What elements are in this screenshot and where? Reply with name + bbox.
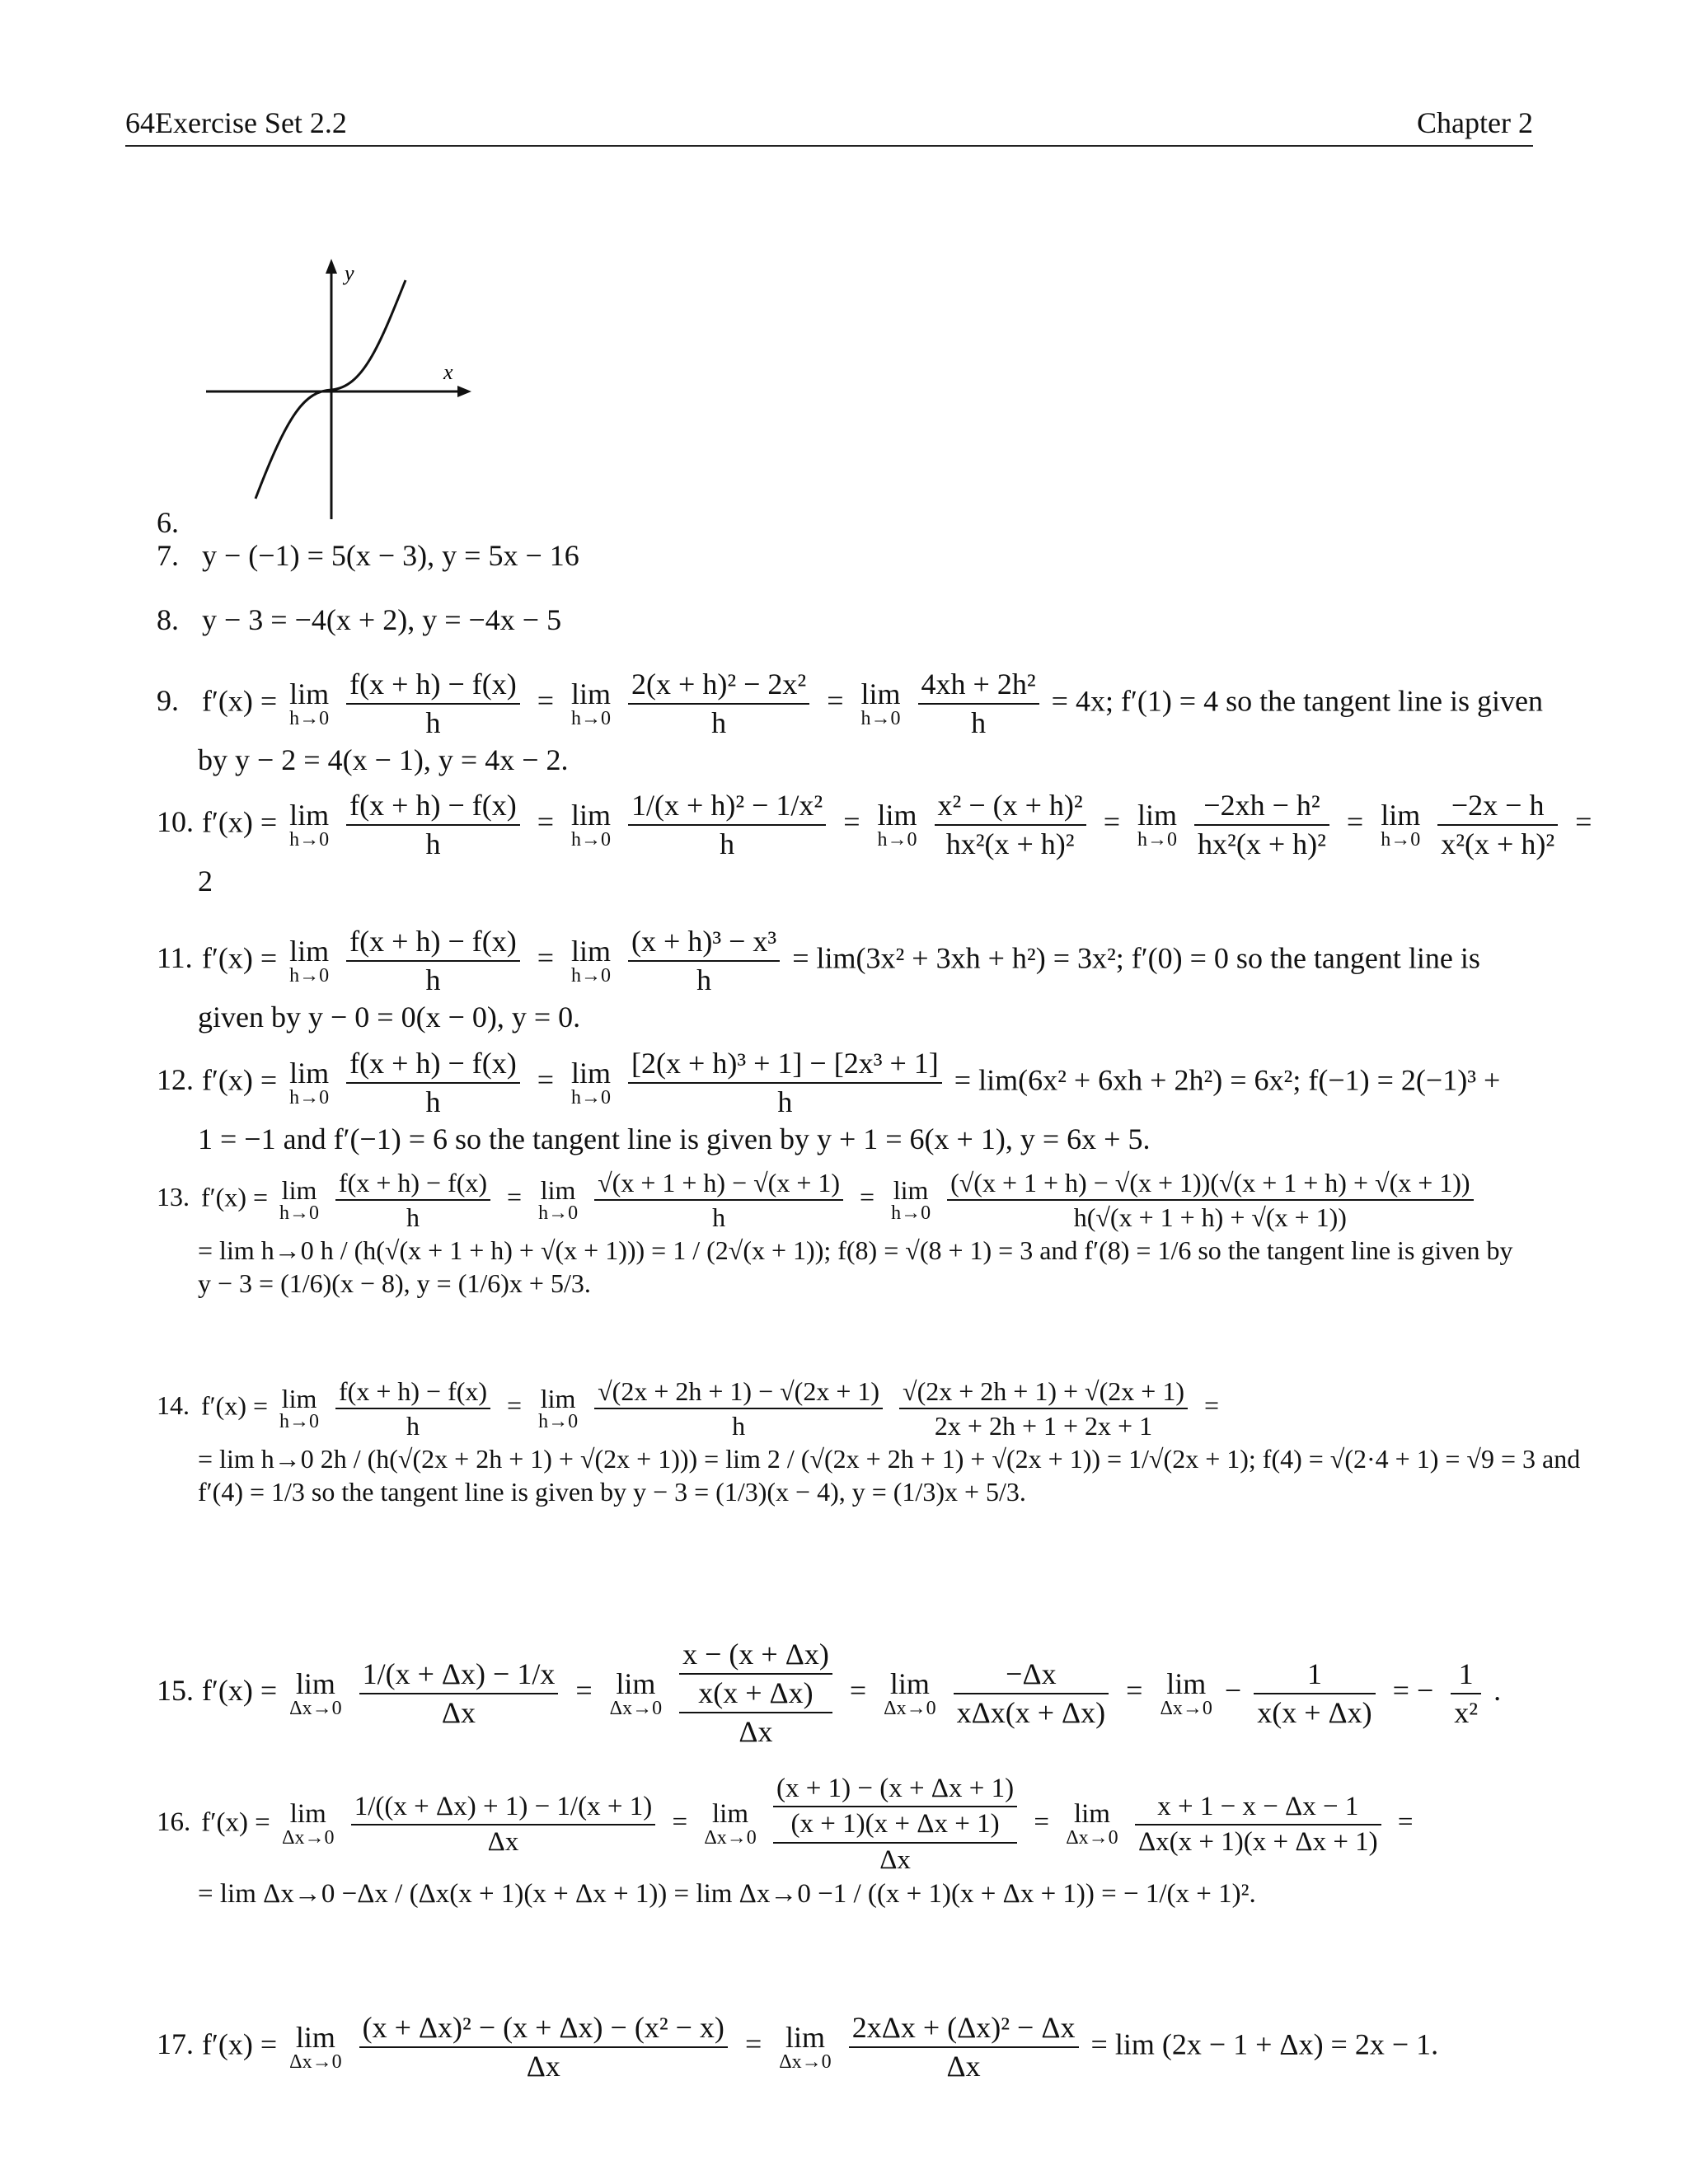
fraction: $\frac{1}{\text{x²}}$ bbox=[1451, 1656, 1481, 1732]
item-text: = lim(6x² + 6xh + 2h²) = 6x²; f(−1) = 2(−1)³ + bbox=[954, 1063, 1501, 1097]
limit: lim h→0 bbox=[538, 1175, 579, 1224]
y-axis-arrow-icon bbox=[326, 259, 337, 274]
fraction: $\frac{\text{(x + h)³ − x³}}{h}$ bbox=[628, 923, 780, 999]
item-number: 17. bbox=[157, 2027, 194, 2061]
lhs: f′(x) = bbox=[202, 805, 278, 839]
lhs: f′(x) = bbox=[201, 1182, 269, 1212]
item-number: 15. bbox=[157, 1673, 194, 1707]
item-12: 12. f′(x) = lim h→0 $\frac{f(x + h) - f(x)}{h}$ = lim h→0 $\frac{\text{[2(x + h)³ + 1] − [2x³ + 1]}}{h}$ = lim(6x² + 6xh + 2h²) = 6x²; f(−1) = 2(−1)³ + 1 = −1 and f′(−1) = 6 so the tangent line is given by y + 1 = 6(x + 1), y = 6x + 5. bbox=[157, 1045, 1533, 1158]
item-16: 16. f′(x) = lim Δx→0 $\frac{1/((x + \Delta x) + 1) - 1/(x + 1)}{\Delta x}$ = lim Δx→0 (x + 1) − (x + Δx + 1) (x + 1)(x + Δx + 1) Δx = lim Δx→0 $\frac{x + 1 - x - \Delta x - 1}{\Delta x(x + 1)(x + \Delta x + 1)}$ = = lim Δx→0 −Δx / (Δx(x + 1)(x + Δx + 1)) = lim Δx→0 −1 / ((x + 1)(x + Δx + 1)) = − 1/(x + 1)². bbox=[157, 1772, 1533, 1911]
item-14: 14. f′(x) = lim h→0 $\frac{f(x + h) - f(x)}{h}$ = lim h→0 $\frac{√(2x + 2h + 1) - √(2x + 1)}{h}$ $\frac{√(2x + 2h + 1) + √(2x + 1)}{2x + 2h + 1 + 2x + 1}$ = = lim h→0 2h / (h(√(2x + 2h + 1) + √(2x + 1))) = lim 2 / (√(2x + 2h + 1) + √(2x + 1)) = 1/√(2x + 1); f(4) = √(2·4 + 1) = √9 = 3 and f′(4) = 1/3 so the tangent line is given by y − 3 = (1/3)(x − 4), y = (1/3)x + 5/3. bbox=[157, 1376, 1581, 1507]
lhs: f′(x) = bbox=[202, 2027, 278, 2061]
item-11: 11. f′(x) = lim h→0 $\frac{f(x + h) - f(x)}{h}$ = lim h→0 $\frac{\text{(x + h)³ − x³}}{h}$ = lim(3x² + 3xh + h²) = 3x²; f′(0) = 0 so the tangent line is given by y − 0 = 0(x − 0), y = 0. bbox=[157, 923, 1533, 1036]
item-number: 16. bbox=[157, 1807, 191, 1838]
limit: lim Δx→0 bbox=[289, 2021, 342, 2073]
limit: lim h→0 bbox=[860, 677, 901, 729]
fraction: $\frac{√(x + 1 + h) - √(x + 1)}{h}$ bbox=[594, 1166, 843, 1234]
fraction: $\frac{\text{[2(x + h)³ + 1] − [2x³ + 1]}}{h}$ bbox=[628, 1045, 942, 1121]
item-continuation: = lim h→0 h / (h(√(x + 1 + h) + √(x + 1))) = 1 / (2√(x + 1)); f(8) = √(8 + 1) = 3 and f′(8) = 1/6 so the tangent line is given by bbox=[198, 1235, 1513, 1265]
item-continuation: = lim Δx→0 −Δx / (Δx(x + 1)(x + Δx + 1)) = lim Δx→0 −1 / ((x + 1)(x + Δx + 1)) = − 1/(x + 1)². bbox=[198, 1878, 1256, 1909]
fraction: $\frac{\text{1/(x + h)² − 1/x²}}{h}$ bbox=[628, 787, 826, 863]
fraction: $\frac{f(x + h) - f(x)}{h}$ bbox=[346, 1045, 520, 1121]
fraction: $\frac{f(x + h) - f(x)}{h}$ bbox=[346, 666, 520, 742]
fraction: $\frac{√(2x + 2h + 1) - √(2x + 1)}{h}$ bbox=[594, 1375, 883, 1442]
fraction: $\frac{\text{2(x + h)² − 2x²}}{h}$ bbox=[628, 666, 809, 742]
limit: lim h→0 bbox=[289, 1057, 330, 1108]
item-number: 6. bbox=[157, 506, 179, 539]
fraction: $\frac{-\Delta x}{\text{xΔx(x + Δx)}}$ bbox=[954, 1656, 1109, 1732]
fraction: $\frac{\text{−2xh − h²}}{\text{hx²(x + h)²}}$ bbox=[1194, 787, 1329, 863]
limit: lim Δx→0 bbox=[289, 1666, 342, 1719]
lhs: f′(x) = bbox=[202, 1063, 278, 1097]
item-continuation: 2 bbox=[198, 865, 213, 898]
fraction: $\frac{1/((x + \Delta x) + 1) - 1/(x + 1)}{\Delta x}$ bbox=[351, 1790, 655, 1860]
lhs: f′(x) = bbox=[202, 941, 278, 975]
header-left: 64Exercise Set 2.2 bbox=[125, 106, 347, 139]
limit: lim h→0 bbox=[571, 799, 612, 851]
item-number: 14. bbox=[157, 1390, 190, 1421]
limit: lim h→0 bbox=[1381, 799, 1421, 851]
limit: lim h→0 bbox=[571, 677, 612, 729]
page-header bbox=[125, 105, 1533, 147]
lhs: f′(x) = bbox=[201, 1807, 270, 1838]
item-text: = lim(3x² + 3xh + h²) = 3x²; f′(0) = 0 so the tangent line is bbox=[792, 941, 1480, 975]
item-8 bbox=[157, 602, 1533, 639]
limit: lim h→0 bbox=[538, 1384, 579, 1432]
limit: lim Δx→0 bbox=[779, 2021, 832, 2073]
item-text: y − 3 = −4(x + 2), y = −4x − 5 bbox=[202, 603, 562, 636]
fraction: $\frac{\text{4xh + 2h²}}{h}$ bbox=[918, 666, 1039, 742]
fraction: $\frac{\text{(x + Δx)² − (x + Δx) − (x² − x)}}{\Delta x}$ bbox=[359, 2009, 728, 2085]
item-10: 10. f′(x) = lim h→0 $\frac{f(x + h) - f(x)}{h}$ = lim h→0 $\frac{\text{1/(x + h)² − 1/x²}}{h}$ = lim h→0 $\frac{\text{x² − (x + h)²}}{\text{hx²(x + h)²}}$ = lim h→0 $\frac{\text{−2xh − h²}}{\text{hx²(x + h)²}}$ = lim h→0 $\frac{-2x - h}{\text{x²(x + h)²}}$ = 2 bbox=[157, 787, 1533, 900]
x-axis-arrow-icon bbox=[457, 386, 471, 397]
limit: lim h→0 bbox=[571, 1057, 612, 1108]
limit: lim Δx→0 bbox=[704, 1799, 757, 1849]
limit: lim Δx→0 bbox=[1066, 1799, 1118, 1849]
item-number: 9. bbox=[157, 684, 179, 718]
item-7 bbox=[157, 537, 1533, 574]
header-right: Chapter 2 bbox=[1417, 106, 1533, 139]
fraction: x − (x + Δx) x(x + Δx) Δx bbox=[679, 1636, 832, 1750]
item-number: 8. bbox=[157, 603, 179, 636]
x-axis-label: x bbox=[443, 360, 453, 384]
item-15: 15. f′(x) = lim Δx→0 $\frac{1/(x + \Delta x) - 1/x}{\Delta x}$ = lim Δx→0 x − (x + Δx) x(x + Δx) Δx = lim Δx→0 $\frac{-\Delta x}{\text{xΔx(x + Δx)}}$ = lim Δx→0 − $\frac{1}{x(x + \Delta x)}$ = − $\frac{1}{\text{x²}}$ . bbox=[157, 1636, 1533, 1750]
limit: lim Δx→0 bbox=[1160, 1666, 1212, 1719]
limit: lim Δx→0 bbox=[609, 1666, 663, 1719]
limit: lim h→0 bbox=[279, 1384, 320, 1432]
limit: lim h→0 bbox=[1137, 799, 1178, 851]
fraction: $\frac{\text{2xΔx + (Δx)² − Δx}}{\Delta x}$ bbox=[849, 2009, 1079, 2085]
limit: lim Δx→0 bbox=[282, 1799, 335, 1849]
limit: lim h→0 bbox=[877, 799, 917, 851]
item-17: 17. f′(x) = lim Δx→0 $\frac{\text{(x + Δx)² − (x + Δx) − (x² − x)}}{\Delta x}$ = lim Δx→0 $\frac{\text{2xΔx + (Δx)² − Δx}}{\Delta x}$ = lim (2x − 1 + Δx) = 2x − 1. bbox=[157, 2009, 1533, 2085]
fraction: $\frac{f(x + h) - f(x)}{h}$ bbox=[335, 1375, 490, 1442]
lhs: f′(x) = bbox=[202, 684, 278, 718]
item-text: y − (−1) = 5(x − 3), y = 5x − 16 bbox=[202, 539, 579, 572]
item-9: 9. f′(x) = lim h→0 $\frac{f(x + h) - f(x)}{h}$ = lim h→0 $\frac{\text{2(x + h)² − 2x²}}{h}$ = lim h→0 $\frac{\text{4xh + 2h²}}{h}$ = 4x; f′(1) = 4 so the tangent line is given by y − 2 = 4(x − 1), y = 4x − 2. bbox=[157, 666, 1533, 779]
cubic-graph bbox=[198, 255, 478, 527]
item-continuation: given by y − 0 = 0(x − 0), y = 0. bbox=[198, 1001, 581, 1033]
fraction: (x + 1) − (x + Δx + 1) (x + 1)(x + Δx + 1) Δx bbox=[773, 1772, 1017, 1877]
fraction: $\frac{f(x + h) - f(x)}{h}$ bbox=[346, 923, 520, 999]
item-number: 13. bbox=[157, 1182, 190, 1212]
limit: lim Δx→0 bbox=[884, 1666, 936, 1719]
item-number: 12. bbox=[157, 1063, 194, 1097]
item-continuation: y − 3 = (1/6)(x − 8), y = (1/6)x + 5/3. bbox=[198, 1268, 591, 1298]
limit: lim h→0 bbox=[289, 799, 330, 851]
fraction: $\frac{√(2x + 2h + 1) + √(2x + 1)}{2x + 2h + 1 + 2x + 1}$ bbox=[899, 1375, 1188, 1442]
item-number: 10. bbox=[157, 805, 194, 839]
lhs: f′(x) = bbox=[201, 1390, 269, 1421]
fraction: $\frac{1}{x(x + \Delta x)}$ bbox=[1254, 1656, 1375, 1732]
item-text: = 4x; f′(1) = 4 so the tangent line is given bbox=[1051, 684, 1544, 718]
item-number: 11. bbox=[157, 941, 193, 975]
item-continuation: = lim h→0 2h / (h(√(2x + 2h + 1) + √(2x + 1))) = lim 2 / (√(2x + 2h + 1) + √(2x + 1)) = 1/√(2x + 1); f(4) = √(2·4 + 1) = √9 = 3 and bbox=[198, 1444, 1581, 1474]
limit: lim h→0 bbox=[289, 935, 330, 987]
fraction: $\frac{(√(x + 1 + h) - √(x + 1))(√(x + 1 + h) + √(x + 1))}{h(√(x + 1 + h) + √(x + 1))}$ bbox=[947, 1166, 1474, 1234]
item-13: 13. f′(x) = lim h→0 $\frac{f(x + h) - f(x)}{h}$ = lim h→0 $\frac{√(x + 1 + h) - √(x + 1)}{h}$ = lim h→0 $\frac{(√(x + 1 + h) - √(x + 1))(√(x + 1 + h) + √(x + 1))}{h(√(x + 1 + h) + √(x + 1))}$ = lim h→0 h / (h(√(x + 1 + h) + √(x + 1))) = 1 / (2√(x + 1)); f(8) = √(8 + 1) = 3 and f′(8) = 1/6 so the tangent line is given by y − 3 = (1/6)(x − 8), y = (1/6)x + 5/3. bbox=[157, 1166, 1533, 1300]
item-continuation: 1 = −1 and f′(−1) = 6 so the tangent line is given by y + 1 = 6(x + 1), y = 6x + 5. bbox=[198, 1122, 1151, 1155]
limit: lim h→0 bbox=[289, 677, 330, 729]
limit: lim h→0 bbox=[571, 935, 612, 987]
item-text: = lim (2x − 1 + Δx) = 2x − 1. bbox=[1090, 2027, 1439, 2061]
item-continuation: f′(4) = 1/3 so the tangent line is given by y − 3 = (1/3)(x − 4), y = (1/3)x + 5/3. bbox=[198, 1477, 1026, 1507]
fraction: $\frac{1/(x + \Delta x) - 1/x}{\Delta x}$ bbox=[359, 1656, 559, 1732]
limit: lim h→0 bbox=[891, 1175, 931, 1224]
item-number: 7. bbox=[157, 539, 179, 572]
fraction: $\frac{f(x + h) - f(x)}{h}$ bbox=[335, 1166, 490, 1234]
fraction: $\frac{-2x - h}{\text{x²(x + h)²}}$ bbox=[1437, 787, 1558, 863]
item-6 bbox=[157, 504, 1533, 541]
item-continuation: by y − 2 = 4(x − 1), y = 4x − 2. bbox=[198, 743, 569, 776]
limit: lim h→0 bbox=[279, 1175, 320, 1224]
lhs: f′(x) = bbox=[202, 1673, 278, 1707]
fraction: $\frac{f(x + h) - f(x)}{h}$ bbox=[346, 787, 520, 863]
fraction: $\frac{\text{x² − (x + h)²}}{\text{hx²(x + h)²}}$ bbox=[935, 787, 1086, 863]
y-axis-label: y bbox=[345, 261, 354, 285]
fraction: $\frac{x + 1 - x - \Delta x - 1}{\Delta x(x + 1)(x + \Delta x + 1)}$ bbox=[1135, 1790, 1381, 1860]
